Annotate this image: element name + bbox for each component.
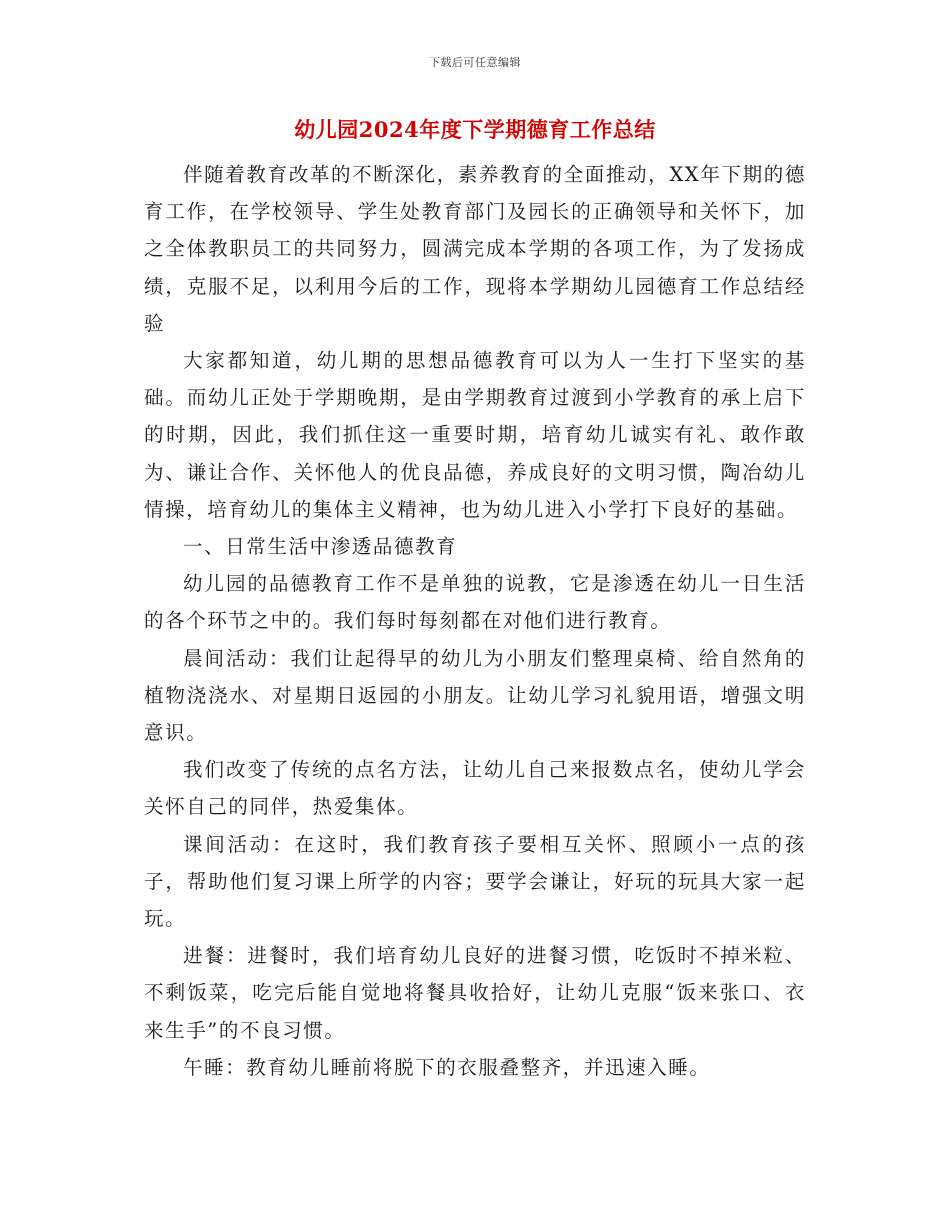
paragraph-intro: 伴随着教育改革的不断深化，素养教育的全面推动，XX年下期的德育工作，在学校领导、学生处教育部门及园长的正确领导和关怀下，加之全体教职员工的共同努力，圆满完成本学期的各项工作，为了发扬成绩，克服不足，以利用今后的工作，现将本学期幼儿园德育工作总结经验 (144, 163, 806, 335)
paragraph-break-activity: 课间活动：在这时，我们教育孩子要相互关怀、照顾小一点的孩子，帮助他们复习课上所学的内容；要学会谦让，好玩的玩具大家一起玩。 (144, 832, 806, 931)
paragraph-nap: 午睡：教育幼儿睡前将脱下的衣服叠整齐，并迅速入睡。 (183, 1055, 711, 1079)
document-body (144, 156, 806, 1086)
paragraph-roll-call: 我们改变了传统的点名方法，让幼儿自己来报数点名，使幼儿学会关怀自己的同伴，热爱集体。 (144, 758, 806, 819)
header-note: 下载后可任意编辑 (429, 56, 521, 69)
paragraph-meals: 进餐：进餐时，我们培育幼儿良好的进餐习惯，吃饭时不掉米粒、不剩饭菜，吃完后能自觉地将餐具收拾好，让幼儿克服“饭来张口、衣来生手”的不良习惯。 (144, 944, 806, 1042)
section-heading-daily-life: 一、日常生活中渗透品德教育 (183, 535, 458, 559)
document-title: 幼儿园2024年度下学期德育工作总结 (294, 117, 656, 142)
paragraph-importance: 大家都知道，幼儿期的思想品德教育可以为人一生打下坚实的基础。而幼儿正处于学期晚期，是由学期教育过渡到小学教育的承上启下的时期，因此，我们抓住这一重要时期，培育幼儿诚实有礼、敢作敢为、谦让合作、关怀他人的优良品德，养成良好的文明习惯，陶冶幼儿情操，培育幼儿的集体主义精神，也为幼儿进入小学打下良好的基础。 (144, 349, 806, 521)
paragraph-daily-life: 幼儿园的品德教育工作不是单独的说教，它是渗透在幼儿一日生活的各个环节之中的。我们每时每刻都在对他们进行教育。 (144, 572, 806, 633)
paragraph-morning-activity: 晨间活动：我们让起得早的幼儿为小朋友们整理桌椅、给自然角的植物浇浇水、对星期日返园的小朋友。让幼儿学习礼貌用语，增强文明意识。 (144, 646, 806, 745)
